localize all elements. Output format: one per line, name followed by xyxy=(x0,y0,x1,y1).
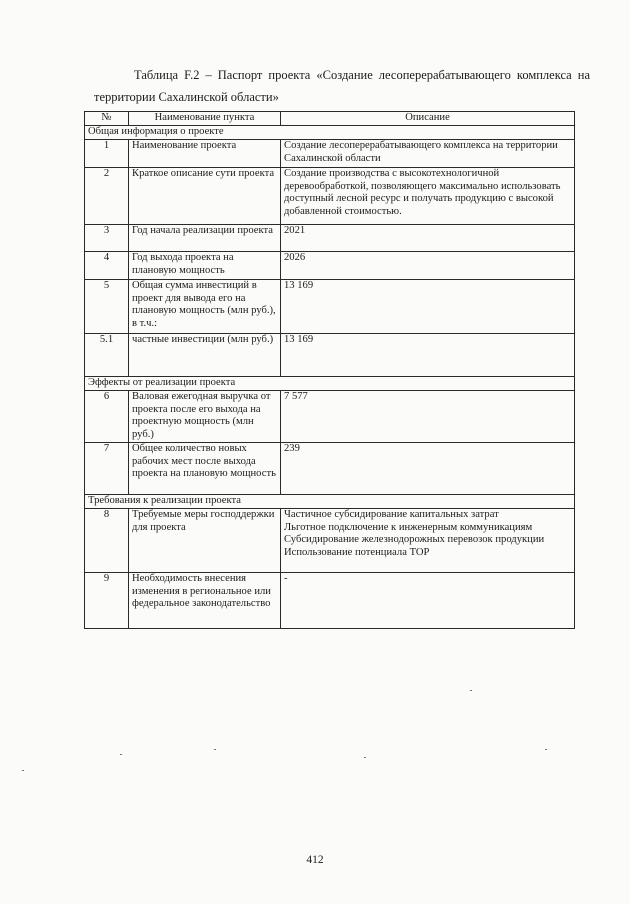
row-number: 6 xyxy=(85,391,129,443)
row-number: 8 xyxy=(85,509,129,573)
table-row xyxy=(85,334,575,377)
row-name: Общее количество новых рабочих мест после выхода проекта на плановую мощность xyxy=(129,443,281,495)
scan-speck xyxy=(364,757,366,758)
section-title-requirements: Требования к реализации проекта xyxy=(85,495,575,509)
row-number: 1 xyxy=(85,140,129,168)
row-number: 9 xyxy=(85,573,129,629)
row-description: 13 169 xyxy=(281,334,575,377)
scan-speck xyxy=(120,754,122,755)
table-row xyxy=(85,280,575,334)
project-passport-table xyxy=(84,111,575,629)
row-name: Требуемые меры господдержки для проекта xyxy=(129,509,281,573)
support-measure-line: Использование потенциала ТОР xyxy=(284,546,430,558)
table-row xyxy=(85,252,575,280)
row-description: 7 577 xyxy=(281,391,575,443)
caption-line-1: Таблица F.2 – Паспорт проекта «Создание лесоперерабатывающего комплекса на xyxy=(134,68,590,82)
section-row xyxy=(85,495,575,509)
table-row xyxy=(85,573,575,629)
table-header-row xyxy=(85,112,575,126)
caption-line-2: территории Сахалинской области» xyxy=(94,90,279,104)
header-description: Описание xyxy=(281,112,575,126)
row-number: 5.1 xyxy=(85,334,129,377)
scan-speck xyxy=(545,749,547,750)
support-measure-line: Частичное субсидирование капитальных затрат xyxy=(284,509,499,520)
row-number: 4 xyxy=(85,252,129,280)
table-row xyxy=(85,140,575,168)
row-number: 2 xyxy=(85,168,129,225)
section-title-general: Общая информация о проекте xyxy=(85,126,575,140)
row-name: Год начала реализации проекта xyxy=(129,225,281,252)
row-description: Создание производства с высокотехнологичной деревообработкой, позволяющего максимально использовать доступный лесной ресурс и получать продукцию с высокой добавленной стоимостью. xyxy=(281,168,575,225)
row-description: 2021 xyxy=(281,225,575,252)
row-number: 5 xyxy=(85,280,129,334)
row-description: 239 xyxy=(281,443,575,495)
table-row xyxy=(85,443,575,495)
row-name: Год выхода проекта на плановую мощность xyxy=(129,252,281,280)
support-measure-line: Льготное подключение к инженерным коммуникациям xyxy=(284,521,533,533)
scan-speck xyxy=(22,770,24,771)
scan-speck xyxy=(470,690,472,691)
row-name: Валовая ежегодная выручка от проекта после его выхода на проектную мощность (млн руб.) xyxy=(129,391,281,443)
row-description: 2026 xyxy=(281,252,575,280)
row-name: Наименование проекта xyxy=(129,140,281,168)
scan-speck xyxy=(214,749,216,750)
section-row xyxy=(85,126,575,140)
row-name: Общая сумма инвестиций в проект для вывода его на плановую мощность (млн руб.), в т.ч.: xyxy=(129,280,281,334)
row-name: Краткое описание сути проекта xyxy=(129,168,281,225)
row-name: частные инвестиции (млн руб.) xyxy=(129,334,281,377)
row-description: 13 169 xyxy=(281,280,575,334)
table-row xyxy=(85,168,575,225)
table-row xyxy=(85,391,575,443)
row-number: 3 xyxy=(85,225,129,252)
table-caption xyxy=(94,64,590,108)
section-row xyxy=(85,377,575,391)
header-item-name: Наименование пункта xyxy=(129,112,281,126)
section-title-effects: Эффекты от реализации проекта xyxy=(85,377,575,391)
table-row xyxy=(85,509,575,573)
row-description xyxy=(281,509,575,573)
header-number: № xyxy=(85,112,129,126)
table-row xyxy=(85,225,575,252)
row-description: Создание лесоперерабатывающего комплекса на территории Сахалинской области xyxy=(281,140,575,168)
row-name: Необходимость внесения изменения в региональное или федеральное законодательство xyxy=(129,573,281,629)
row-number: 7 xyxy=(85,443,129,495)
page-number: 412 xyxy=(306,854,324,866)
support-measure-line: Субсидирование железнодорожных перевозок продукции xyxy=(284,534,545,546)
row-description: - xyxy=(281,573,575,629)
